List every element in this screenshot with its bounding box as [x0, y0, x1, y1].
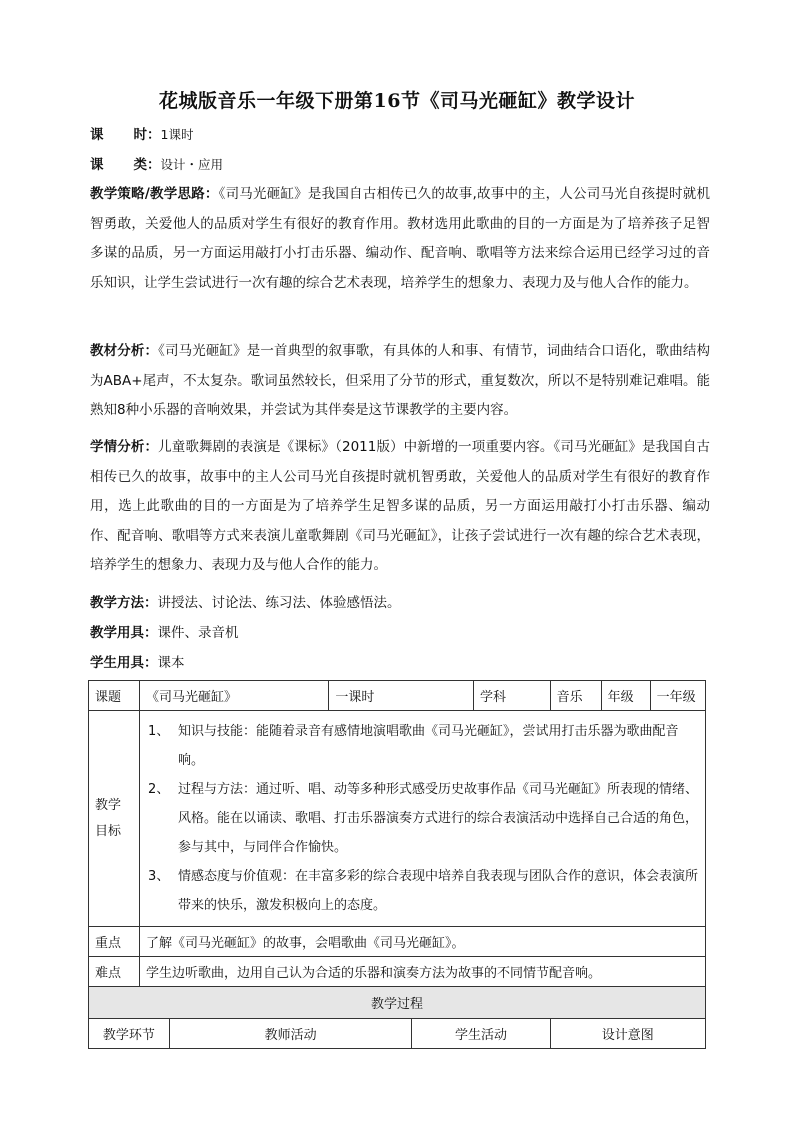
- analysis-label: 教材分析：: [90, 343, 159, 359]
- key-text: 了解《司马光砸缸》的故事，会唱歌曲《司马光砸缸》。: [140, 927, 706, 957]
- period-row: [90, 120, 193, 150]
- document-title: 花城版音乐一年级下册第16节《司马光砸缸》教学设计: [159, 90, 635, 112]
- period-value: 1课时: [160, 127, 194, 142]
- column-teacher: 教师活动: [169, 1019, 412, 1049]
- analysis-text: 《司马光砸缸》是一首典型的叙事歌，有具体的人和事、有情节，词曲结合口语化，歌曲结构为ABA+尾声，不太复杂。歌词虽然较长，但采用了分节的形式，重复数次，所以不是特别难记难唱。能熟知8种小乐器的音响效果，并尝试为其伴奏是这节课教学的主要内容。: [90, 343, 711, 418]
- tools-label: 教学用具：: [90, 625, 158, 641]
- tools-paragraph: [90, 619, 710, 649]
- column-student: 学生活动: [412, 1019, 550, 1049]
- method-label: 教学方法：: [90, 595, 158, 611]
- analysis-paragraph: [90, 337, 710, 426]
- process-columns-row: [89, 1019, 706, 1049]
- goals-cell: [140, 711, 706, 927]
- period-label: 课 时：: [90, 127, 161, 143]
- student-tools-label: 学生用具：: [90, 655, 158, 671]
- difficulty-text: 学生边听歌曲，边用自己认为合适的乐器和演奏方法为故事的不同情节配音响。: [140, 957, 706, 987]
- type-value: 设计・应用: [160, 157, 224, 172]
- goal-item: 1、 知识与技能：能随着录音有感情地演唱歌曲《司马光砸缸》，尝试用打击乐器为歌曲配音响。: [148, 724, 679, 768]
- type-label: 课 类：: [90, 157, 161, 173]
- strategy-text: 《司马光砸缸》是我国自古相传已久的故事,故事中的主，人公司马光自孩提时就机智勇敢，关爱他人的品质对学生有很好的教育作用。教材选用此歌曲的目的一方面是为了培养孩子足智多谋的品质，另一方面运用敲打小打击乐器、编动作、配音响、歌唱等方法来综合运用已经学习过的音乐知识，让学生尝试进行一次有趣的综合艺术表现，培养学生的想象力、表现力及与他人合作的能力。: [90, 186, 710, 291]
- goal-item: 2、 过程与方法：通过听、唱、动等多种形式感受历史故事作品《司马光砸缸》所表现的情绪、风格。能在以诵读、歌唱、打击乐器演奏方式进行的综合表演活动中选择自己合适的角色，参与其中，与同伴合作愉快。: [148, 782, 699, 855]
- grade-value: 一年级: [650, 681, 705, 711]
- subject-value: 音乐: [550, 681, 601, 711]
- students-paragraph: [90, 433, 710, 581]
- difficulty-row: [89, 957, 706, 987]
- key-label: 重点: [89, 927, 140, 957]
- students-label: 学情分析：: [90, 439, 159, 455]
- strategy-label: 教学策略/教学思路：: [90, 186, 219, 202]
- topic-row: [89, 681, 706, 711]
- process-header: 教学过程: [89, 987, 706, 1019]
- type-row: [90, 150, 223, 180]
- subject-label: 学科: [474, 681, 551, 711]
- goals-label: 教学目标: [89, 711, 140, 927]
- lesson-plan-table: [88, 680, 706, 1049]
- strategy-paragraph: [90, 180, 710, 298]
- goals-row: [89, 711, 706, 927]
- process-header-row: [89, 987, 706, 1019]
- column-intent: 设计意图: [550, 1019, 705, 1049]
- column-stage: 教学环节: [89, 1019, 170, 1049]
- grade-label: 年级: [601, 681, 650, 711]
- tools-text: 课件、录音机: [157, 625, 239, 641]
- student-tools-text: 课本: [157, 655, 185, 671]
- topic-value: 《司马光砸缸》: [140, 681, 329, 711]
- hours-value: 一课时: [329, 681, 474, 711]
- method-text: 讲授法、讨论法、练习法、体验感悟法。: [157, 595, 401, 611]
- difficulty-label: 难点: [89, 957, 140, 987]
- student-tools-paragraph: [90, 649, 710, 679]
- topic-label: 课题: [89, 681, 140, 711]
- key-point-row: [89, 927, 706, 957]
- goals-list: [148, 713, 699, 924]
- goal-item: 3、 情感态度与价值观：在丰富多彩的综合表现中培养自我表现与团队合作的意识，体会表演所带来的快乐，激发积极向上的态度。: [148, 869, 699, 913]
- method-paragraph: [90, 589, 710, 619]
- students-text: 儿童歌舞剧的表演是《课标》（2011版）中新增的一项重要内容。《司马光砸缸》是我国自古相传已久的故事，故事中的主人公司马光自孩提时就机智勇敢，关爱他人的品质对学生有很好的教育作用，选上此歌曲的目的一方面是为了培养学生足智多谋的品质，另一方面运用敲打小打击乐器、编动作、配音响、歌唱等方式来表演儿童歌舞剧《司马光砸缸》，让孩子尝试进行一次有趣的综合艺术表现，培养学生的想象力、表现力及与他人合作的能力。: [90, 439, 711, 573]
